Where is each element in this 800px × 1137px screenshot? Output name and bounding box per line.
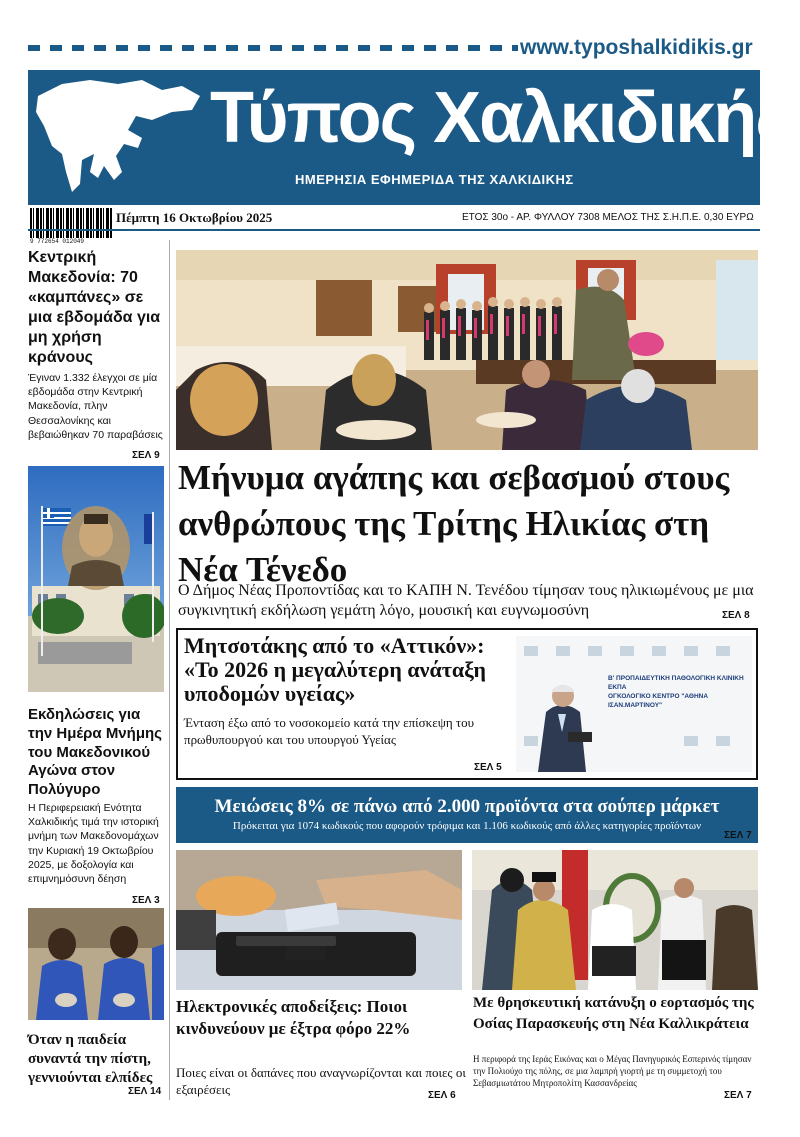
issue-info: ΕΤΟΣ 30ο - ΑΡ. ΦΥΛΛΟΥ 7308 ΜΕΛΟΣ ΤΗΣ Σ.Η.Π.Ε. 0,30 ΕΥΡΩ <box>462 212 754 223</box>
top-dash-line <box>28 45 518 51</box>
barcode <box>30 208 112 238</box>
banner-page: ΣΕΛ 7 <box>724 830 752 841</box>
main-page: ΣΕΛ 8 <box>722 610 750 621</box>
left-story2-page: ΣΕΛ 3 <box>132 895 160 906</box>
left-story2-text: Η Περιφερειακή Ενότητα Χαλκιδικής τιμά την ιστορική μνήμη των Μακεδονομάχων την Κυριακή 19 Οκτωβρίου 2025, με δοξολογία και επιμνημόσυνη δέηση <box>28 802 159 885</box>
site-url[interactable]: www.typoshalkidikis.gr <box>520 36 753 59</box>
bottom-left-text: Ποιες είναι οι δαπάνες που αναγνωρίζονται και ποιες οι εξαιρέσεις <box>176 1065 466 1097</box>
issue-date: Πέμπτη 16 Οκτωβρίου 2025 <box>116 210 273 225</box>
children-photo <box>28 908 164 1020</box>
column-divider <box>169 240 170 1100</box>
payment-photo <box>176 850 462 990</box>
bottom-right-headline[interactable]: Με θρησκευτική κατάνυξη ο εορτασμός της Οσίας Παρασκευής στη Νέα Καλλικράτεια <box>473 995 754 1032</box>
bottom-left-headline[interactable]: Ηλεκτρονικές αποδείξεις: Ποιοι κινδυνεύουν με έξτρα φόρο 22% <box>176 997 411 1038</box>
memorial-photo <box>28 466 164 692</box>
header-rule <box>28 229 760 231</box>
chalkidiki-map-icon <box>32 76 208 198</box>
bottom-right-page: ΣΕΛ 7 <box>724 1090 752 1101</box>
left-story1-text: Έγιναν 1.332 έλεγχοι σε μία εβδομάδα στην Κεντρική Μακεδονία, πλην Θεσσαλονίκης και βεβαιώθηκαν 70 παραβάσεις <box>28 372 163 441</box>
masthead-title: Τύπος Χαλκιδικής <box>210 78 791 158</box>
box-headline[interactable]: Μητσοτάκης από το «Αττικόν»: «Το 2026 η μεγαλύτερη ανάταξη υποδομών υγείας» <box>184 633 486 706</box>
photo-banner-text <box>608 674 750 710</box>
main-photo <box>176 250 758 450</box>
banner-text: Πρόκειται για 1074 κωδικούς που αφορούν τρόφιμα και 1.106 κωδικούς από άλλες κατηγορίες προϊόντων <box>232 820 702 832</box>
left-story1-page: ΣΕΛ 9 <box>132 450 160 461</box>
left-story2-headline[interactable]: Εκδηλώσεις για την Ημέρα Μνήμης του Μακεδονικού Αγώνα στον Πολύγυρο <box>28 706 162 798</box>
masthead-subtitle: ΗΜΕΡΗΣΙΑ ΕΦΗΜΕΡΙΔΑ ΤΗΣ ΧΑΛΚΙΔΙΚΗΣ <box>295 172 574 187</box>
bottom-left-page: ΣΕΛ 6 <box>428 1090 456 1101</box>
box-page: ΣΕΛ 5 <box>474 762 502 773</box>
procession-photo <box>472 850 758 990</box>
photo-banner-line2: ΟΓΚΟΛΟΓΙΚΟ ΚΕΝΤΡΟ "ΑΘΗΝΑ ΙΣΑΝ.ΜΑΡΤΙΝΟΥ" <box>608 693 709 709</box>
main-summary: Ο Δήμος Νέας Προποντίδας και το ΚΑΠΗ Ν. Τενέδου τίμησαν τους ηλικιωμένους με μια συγκινητική εκδήλωση γεμάτη λόγο, μουσική και ευγνωμοσύνη <box>178 582 754 619</box>
mitsotakis-photo <box>516 636 752 772</box>
photo-banner-line1: Β' ΠΡΟΠΑΙΔΕΥΤΙΚΗ ΠΑΘΟΛΟΓΙΚΗ ΚΛΙΝΙΚΗ ΕΚΠΑ <box>608 675 744 691</box>
banner-headline[interactable]: Μειώσεις 8% σε πάνω από 2.000 προϊόντα στα σούπερ μάρκετ <box>214 796 720 817</box>
left-story3-page: ΣΕΛ 14 <box>128 1086 162 1097</box>
left-story3-headline[interactable]: Όταν η παιδεία συναντά την πίστη, γεννιούνται ελπίδες <box>28 1032 153 1086</box>
box-text: Ένταση έξω από το νοσοκομείο κατά την επίσκεψη του πρωθυπουργού και του υπουργού Υγείας <box>184 715 475 747</box>
left-story1-headline[interactable]: Κεντρική Μακεδονία: 70 «καμπάνες» σε μια εβδομάδα για μη χρήση κράνους <box>28 249 161 366</box>
barcode-number: 9 772654 012049 <box>30 238 85 245</box>
bottom-right-text: Η περιφορά της Ιεράς Εικόνας και ο Μέγας Πανηγυρικός Εσπερινός τίμησαν την Πολιούχο της πόλης, σε μια λαμπρή γιορτή με τη συμμετοχή του Σεβασμιωτάτου Μητροπολίτη Κασσανδρείας <box>473 1054 752 1088</box>
main-headline[interactable]: Μήνυμα αγάπης και σεβασμού στους ανθρώπους της Τρίτης Ηλικίας στη Νέα Τένεδο <box>178 458 730 589</box>
